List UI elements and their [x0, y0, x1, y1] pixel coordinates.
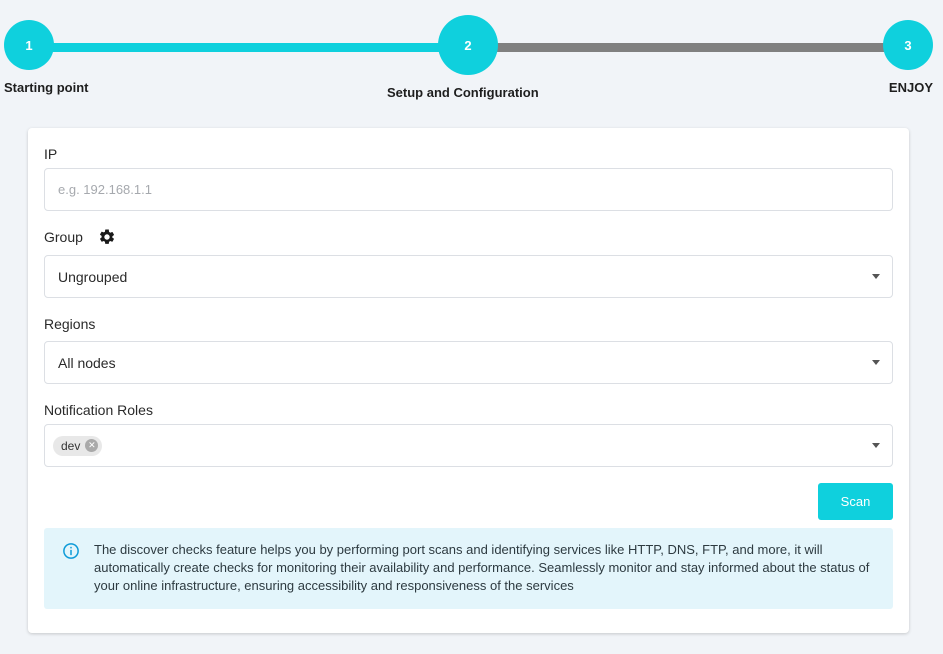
role-chip: [53, 436, 102, 456]
notification-roles-label: Notification Roles: [44, 402, 153, 418]
role-chip-label: dev: [61, 438, 81, 453]
group-select-value: Ungrouped: [58, 268, 128, 285]
chip-remove-icon[interactable]: ✕: [85, 439, 98, 452]
chevron-down-icon: [872, 274, 880, 279]
info-alert: [44, 528, 893, 609]
chevron-down-icon: [872, 360, 880, 365]
regions-label: Regions: [44, 316, 96, 332]
step-2-circle[interactable]: 2: [438, 15, 498, 75]
stepper-track-completed: [28, 43, 468, 52]
ip-input[interactable]: [44, 168, 893, 211]
scan-button[interactable]: Scan: [818, 483, 893, 520]
regions-select-value: All nodes: [58, 354, 116, 371]
group-select[interactable]: [44, 255, 893, 298]
step-1-circle[interactable]: 1: [4, 20, 54, 70]
notification-roles-select[interactable]: [44, 424, 893, 467]
info-text: The discover checks feature helps you by performing port scans and identifying services like HTTP, DNS, FTP, and more, it will automatically create checks for monitoring their availability and performance. Seamlessly monitor and stay informed about the status of your online infrastructure, ensuring accessibility and responsiveness of the services: [94, 542, 870, 593]
discover-form-card: [28, 128, 909, 633]
step-1-label: Starting point: [4, 80, 89, 95]
step-3-label: ENJOY: [888, 80, 933, 95]
step-2-label: Setup and Configuration: [387, 85, 539, 100]
regions-select[interactable]: [44, 341, 893, 384]
group-label: Group: [44, 229, 83, 245]
ip-placeholder: e.g. 192.168.1.1: [58, 182, 152, 197]
info-icon: [62, 542, 80, 560]
gear-icon[interactable]: [98, 228, 116, 246]
ip-label: IP: [44, 146, 58, 162]
progress-stepper: [0, 0, 943, 110]
chevron-down-icon: [872, 443, 880, 448]
stepper-track-remaining: [468, 43, 908, 52]
step-3-circle[interactable]: 3: [883, 20, 933, 70]
